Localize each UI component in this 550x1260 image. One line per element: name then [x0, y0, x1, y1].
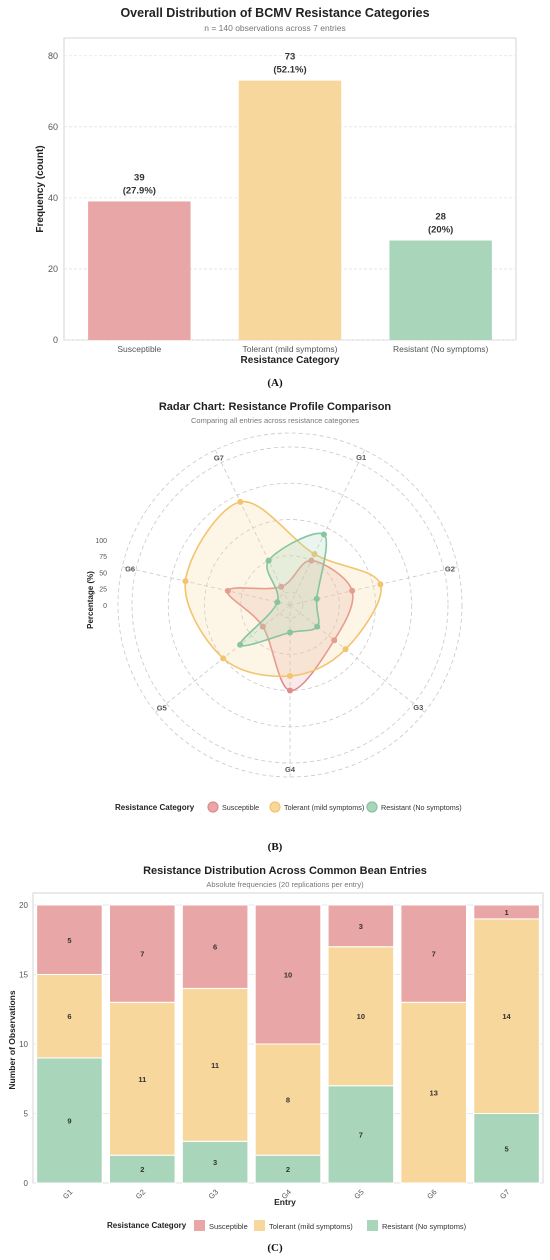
chart-b-series-point	[287, 688, 293, 694]
chart-b-legend-swatch	[208, 802, 218, 812]
chart-c-x-tick-label: G7	[498, 1187, 512, 1201]
chart-c-legend	[107, 1220, 467, 1231]
chart-a-bar-percent-label: (52.1%)	[273, 64, 307, 76]
chart-b-radial-ticks	[95, 538, 107, 610]
chart-c-subtitle: Absolute frequencies (20 replications per entry)	[206, 880, 364, 889]
chart-c-segment-label: 1	[504, 907, 509, 917]
chart-a-bars	[88, 52, 492, 340]
chart-a-bar-value-label: 73	[284, 51, 296, 63]
chart-b-series-point	[274, 599, 280, 605]
chart-c-segment-label: 7	[431, 949, 436, 959]
chart-a-x-tick-label: Resistant (No symptoms)	[392, 344, 489, 354]
chart-c-segment-label: 14	[502, 1012, 511, 1022]
chart-b-series	[182, 499, 383, 694]
chart-a-x-axis-label: Resistance Category	[240, 355, 340, 366]
chart-a-bar	[389, 241, 491, 340]
chart-c-y-tick-label: 5	[23, 1109, 28, 1119]
chart-a-bar-value-label: 28	[435, 211, 446, 223]
chart-c-segment-label: 6	[213, 942, 218, 952]
chart-c-segment-label: 7	[140, 949, 145, 959]
chart-c-legend-label: Tolerant (mild symptoms)	[269, 1222, 353, 1231]
chart-c-segment-label: 2	[285, 1165, 291, 1175]
chart-b-legend-label: Tolerant (mild symptoms)	[284, 803, 365, 812]
chart-a-y-tick-label: 0	[52, 335, 58, 345]
chart-b-legend-title: Resistance Category	[115, 803, 195, 812]
chart-c-legend-swatch	[367, 1220, 378, 1231]
chart-c-segment-label: 5	[504, 1144, 509, 1154]
chart-b-axis-label: G5	[156, 703, 167, 713]
chart-b-series-point	[314, 624, 320, 630]
chart-b-legend	[115, 802, 462, 812]
chart-b-radial-tick-label: 75	[99, 554, 107, 562]
chart-c-y-tick-label: 0	[23, 1179, 28, 1188]
panel-label-c: (C)	[267, 1242, 283, 1254]
panel-label-a: (A)	[267, 377, 283, 389]
chart-a-bar-percent-label: (27.9%)	[122, 185, 156, 197]
chart-c-x-tick-label: G6	[425, 1187, 439, 1201]
chart-b-radial-tick-label: 100	[95, 537, 107, 545]
chart-c-segment-label: 5	[67, 935, 72, 945]
chart-b-series-point	[377, 581, 383, 587]
chart-c-title: Resistance Distribution Across Common Bean Entries	[143, 865, 427, 877]
chart-c-segment-label: 7	[358, 1130, 363, 1140]
chart-c-segment-label: 2	[140, 1165, 145, 1175]
chart-c-x-tick-label: G4	[279, 1187, 293, 1201]
chart-a-bar-value-label: 39	[134, 172, 145, 184]
chart-b-series-point	[266, 558, 272, 564]
chart-b-legend-swatch	[270, 802, 280, 812]
chart-b-legend-swatch	[367, 802, 377, 812]
chart-b-radial-tick-label: 50	[99, 570, 107, 578]
chart-b-radial-tick-label: 25	[99, 586, 107, 594]
chart-b-series-point	[237, 499, 243, 505]
panel-label-b: (B)	[267, 841, 283, 853]
chart-c-segment-label: 13	[429, 1088, 438, 1098]
chart-c-segment-label: 10	[283, 970, 293, 980]
chart-a-y-tick-label: 60	[47, 121, 58, 132]
chart-c-x-tick-label: G5	[352, 1187, 366, 1201]
chart-c-y-tick-label: 20	[19, 901, 28, 910]
chart-a-y-tick-label: 40	[47, 192, 58, 203]
chart-c-segment-label: 3	[358, 921, 363, 931]
chart-b-legend-label: Susceptible	[222, 803, 260, 812]
chart-a-bar-percent-label: (20%)	[427, 224, 454, 236]
chart-c-bars	[37, 905, 540, 1183]
panel-a	[35, 6, 516, 389]
chart-a-x-tick-label: Tolerant (mild symptoms)	[242, 344, 338, 354]
chart-a-x-tick-label: Susceptible	[117, 344, 162, 354]
chart-a-x-ticks	[117, 344, 488, 354]
chart-c-segment-label: 11	[211, 1060, 220, 1070]
chart-b-series-point	[287, 630, 293, 636]
chart-b-axis-label: G6	[125, 564, 136, 574]
chart-c-y-tick-label: 10	[19, 1040, 28, 1049]
chart-c-y-ticks	[19, 901, 28, 1188]
chart-c-segment-label: 3	[213, 1158, 218, 1168]
panel-b	[86, 401, 462, 853]
chart-b-series-point	[321, 531, 327, 537]
chart-b-series-point	[237, 642, 243, 648]
chart-c-segment-label: 10	[356, 1012, 366, 1022]
chart-c-x-axis-label: Entry	[274, 1197, 296, 1207]
chart-c-segment-label: 6	[67, 1012, 72, 1022]
chart-b-series-point	[287, 673, 293, 679]
chart-c-legend-label: Resistant (No symptoms)	[382, 1222, 467, 1231]
chart-c-segment-label: 11	[138, 1074, 147, 1084]
chart-c-legend-title: Resistance Category	[107, 1221, 187, 1230]
panel-c	[7, 865, 543, 1254]
chart-c-legend-label: Susceptible	[209, 1222, 248, 1231]
chart-c-x-tick-label: G2	[133, 1187, 148, 1201]
chart-b-legend-label: Resistant (No symptoms)	[381, 803, 462, 812]
chart-a-y-tick-label: 20	[47, 263, 58, 274]
chart-a-y-tick-label: 80	[47, 50, 58, 61]
chart-a-y-axis-label: Frequency (count)	[35, 145, 46, 233]
chart-b-axis-label: G4	[285, 765, 296, 774]
chart-c-y-tick-label: 15	[19, 970, 28, 980]
chart-b-axis-label: G7	[213, 453, 224, 463]
chart-a-bar	[88, 201, 190, 340]
chart-c-y-axis-label: Number of Observations	[7, 990, 17, 1090]
chart-b-series-point	[220, 655, 226, 661]
chart-b-series-point	[182, 578, 188, 584]
chart-c-legend-swatch	[254, 1220, 265, 1231]
chart-c-x-tick-label: G3	[206, 1187, 221, 1201]
chart-a-y-ticks	[48, 51, 58, 345]
chart-b-subtitle: Comparing all entries across resistance categories	[191, 416, 359, 425]
chart-b-radial-axis-label: Percentage (%)	[86, 571, 95, 629]
chart-b-series-point	[343, 646, 349, 652]
chart-b-axis-label: G3	[413, 703, 424, 713]
chart-c-x-tick-label: G1	[60, 1187, 75, 1201]
chart-b-series-point	[314, 596, 320, 602]
chart-a-title: Overall Distribution of BCMV Resistance Categories	[120, 6, 430, 20]
chart-b-radial-tick-label: 0	[103, 603, 107, 610]
chart-c-segment-label: 8	[285, 1095, 291, 1105]
chart-a-subtitle: n = 140 observations across 7 entries	[204, 23, 346, 33]
chart-b-title: Radar Chart: Resistance Profile Comparison	[158, 401, 392, 413]
chart-c-legend-swatch	[194, 1220, 205, 1231]
chart-b-axis-label: G2	[444, 564, 455, 574]
chart-b-axis-label: G1	[356, 453, 367, 463]
chart-c-segment-label: 9	[67, 1116, 72, 1126]
chart-a-bar	[239, 81, 341, 340]
